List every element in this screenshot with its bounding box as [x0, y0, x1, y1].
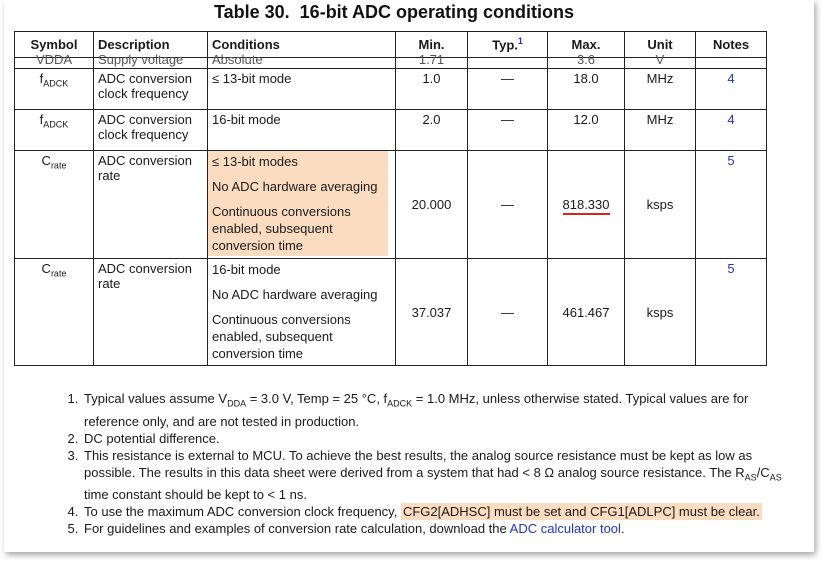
table-row	[15, 259, 767, 366]
typ-cell: —	[468, 151, 548, 259]
footnote-5: 5. For guidelines and examples of conversion rate calculation, download the ADC calculator tool.	[82, 520, 806, 537]
typ-cell: —	[468, 259, 548, 366]
cut-description: Supply voltage	[98, 52, 184, 67]
adc-conditions-table	[14, 31, 767, 366]
footnotes	[56, 390, 806, 537]
table-number: Table 30.	[213, 2, 290, 22]
symbol-cell: $f_{ADCK}$	[15, 69, 94, 110]
symbol-cell: $f_{ADCK}$	[15, 110, 94, 151]
max-cell: 12.0	[548, 110, 625, 151]
conditions-cell	[208, 259, 396, 366]
footnote-4: 4. To use the maximum ADC conversion clock frequency, CFG2[ADHSC] must be set and CFG1[ADLPC] must be clear.	[82, 503, 806, 520]
typ-footnote-ref[interactable]: 1	[517, 36, 523, 47]
table-row	[15, 110, 767, 151]
unit-cell: MHz	[625, 69, 696, 110]
note-link[interactable]: 5	[696, 151, 767, 259]
symbol-cell: $C_{rate}$	[15, 259, 94, 366]
conditions-highlight	[208, 151, 388, 256]
footnote-3: 3. This resistance is external to MCU. To achieve the best results, the analog source resistance must be kept as low as possible. The results in this data sheet were derived from a system that had < 8 Ω analog source resistance. The $R_{AS}/C_{AS}$ time constant should be kept to < 1 ns.	[82, 447, 806, 504]
header-notes: Notes	[696, 32, 767, 58]
table-row-cut	[15, 58, 767, 69]
footnote-2: 2. DC potential difference.	[82, 430, 806, 447]
conditions-cell: 16-bit mode	[208, 110, 396, 151]
footnote-1: 1. Typical values assume $V_{DDA} = 3.0$ V, Temp = 25 °C, $f_{ADCK} = 1.0$ MHz, unless otherwise stated. Typical values are for reference only, and are not tested in production.	[82, 390, 806, 430]
symbol-cell: $C_{rate}$	[15, 151, 94, 259]
table-row	[15, 69, 767, 110]
table-caption: 16-bit ADC operating conditions	[299, 2, 575, 22]
cut-unit: V	[655, 52, 665, 67]
min-cell: 37.037	[396, 259, 468, 366]
header-max: Max.	[548, 32, 625, 58]
condition-line: No ADC hardware averaging	[212, 179, 378, 194]
typ-cell: —	[468, 110, 548, 151]
conditions-cell: ≤ 13-bit mode	[208, 69, 396, 110]
description-cell: ADC conversion clock frequency	[94, 69, 208, 110]
min-cell: 20.000	[396, 151, 468, 259]
note-link[interactable]: 4	[696, 110, 767, 151]
typ-cell: —	[468, 69, 548, 110]
table-title	[4, 2, 784, 23]
register-highlight: CFG2[ADHSC] must be set and CFG1[ADLPC] must be clear.	[402, 504, 760, 520]
description-cell: ADC conversion rate	[94, 151, 208, 259]
condition-line: 16-bit mode	[212, 262, 281, 277]
max-cell	[548, 151, 625, 259]
condition-line: No ADC hardware averaging	[212, 287, 378, 302]
unit-cell: MHz	[625, 110, 696, 151]
cut-symbol: VDDA	[35, 52, 73, 67]
header-min: Min.	[396, 32, 468, 58]
header-typ: Typ.$^1$	[468, 32, 548, 58]
header-conditions: Conditions	[208, 32, 396, 58]
max-value-underlined: 818.330	[563, 197, 610, 215]
cut-min: 1.71	[418, 52, 445, 67]
max-cell: 18.0	[548, 69, 625, 110]
cut-conditions: Absolute	[212, 52, 263, 67]
table-row-highlighted	[15, 151, 767, 259]
description-cell: ADC conversion rate	[94, 259, 208, 366]
header-symbol: Symbol	[15, 32, 94, 58]
torn-edge-bottom	[4, 546, 814, 552]
unit-cell: ksps	[625, 151, 696, 259]
header-unit: Unit	[625, 32, 696, 58]
condition-line: Continuous conversions enabled, subsequent conversion time	[212, 204, 351, 253]
conditions-cell	[208, 151, 396, 259]
unit-cell: ksps	[625, 259, 696, 366]
note-link[interactable]: 5	[696, 259, 767, 366]
condition-line: Continuous conversions enabled, subsequent conversion time	[212, 312, 351, 361]
min-cell: 1.0	[396, 69, 468, 110]
min-cell: 2.0	[396, 110, 468, 151]
document-page	[4, 0, 814, 552]
note-link[interactable]: 4	[696, 69, 767, 110]
adc-calculator-link[interactable]: ADC calculator tool	[509, 521, 621, 537]
cut-max: 3.6	[576, 52, 596, 67]
condition-line: ≤ 13-bit modes	[212, 154, 298, 169]
description-cell: ADC conversion clock frequency	[94, 110, 208, 151]
max-cell: 461.467	[548, 259, 625, 366]
torn-edge-right	[808, 0, 814, 552]
header-description: Description	[94, 32, 208, 58]
